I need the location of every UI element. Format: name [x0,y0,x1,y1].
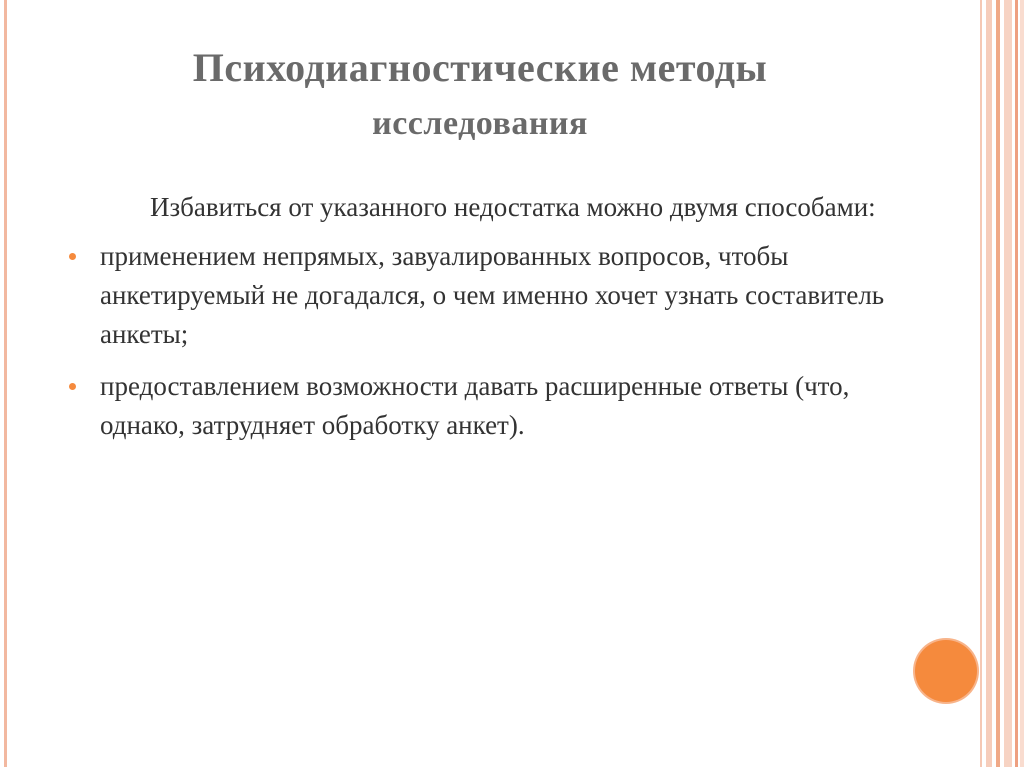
page-title [40,40,920,152]
bullet-text: предоставлением возможности давать расширенные ответы (что, однако, затрудняет обработку анкет). [100,371,850,440]
bullet-text: применением непрямых, завуалированных вопросов, чтобы анкетируемый не догадался, о чем именно хочет узнать составитель анкеты; [100,241,885,349]
title-line-2: исследования [372,105,588,142]
list-item [60,367,900,445]
bullet-dot-icon [69,253,76,260]
bullet-dot-icon [69,383,76,390]
decorative-stripes [980,0,1024,767]
left-border-line [4,0,7,767]
bullet-list [60,237,900,445]
intro-paragraph: Избавиться от указанного недостатка можно двумя способами: [150,192,876,222]
orange-circle-icon [915,640,977,702]
title-line-1: Психодиагностические методы [192,45,768,90]
list-item [60,237,900,354]
slide-body [60,188,900,458]
